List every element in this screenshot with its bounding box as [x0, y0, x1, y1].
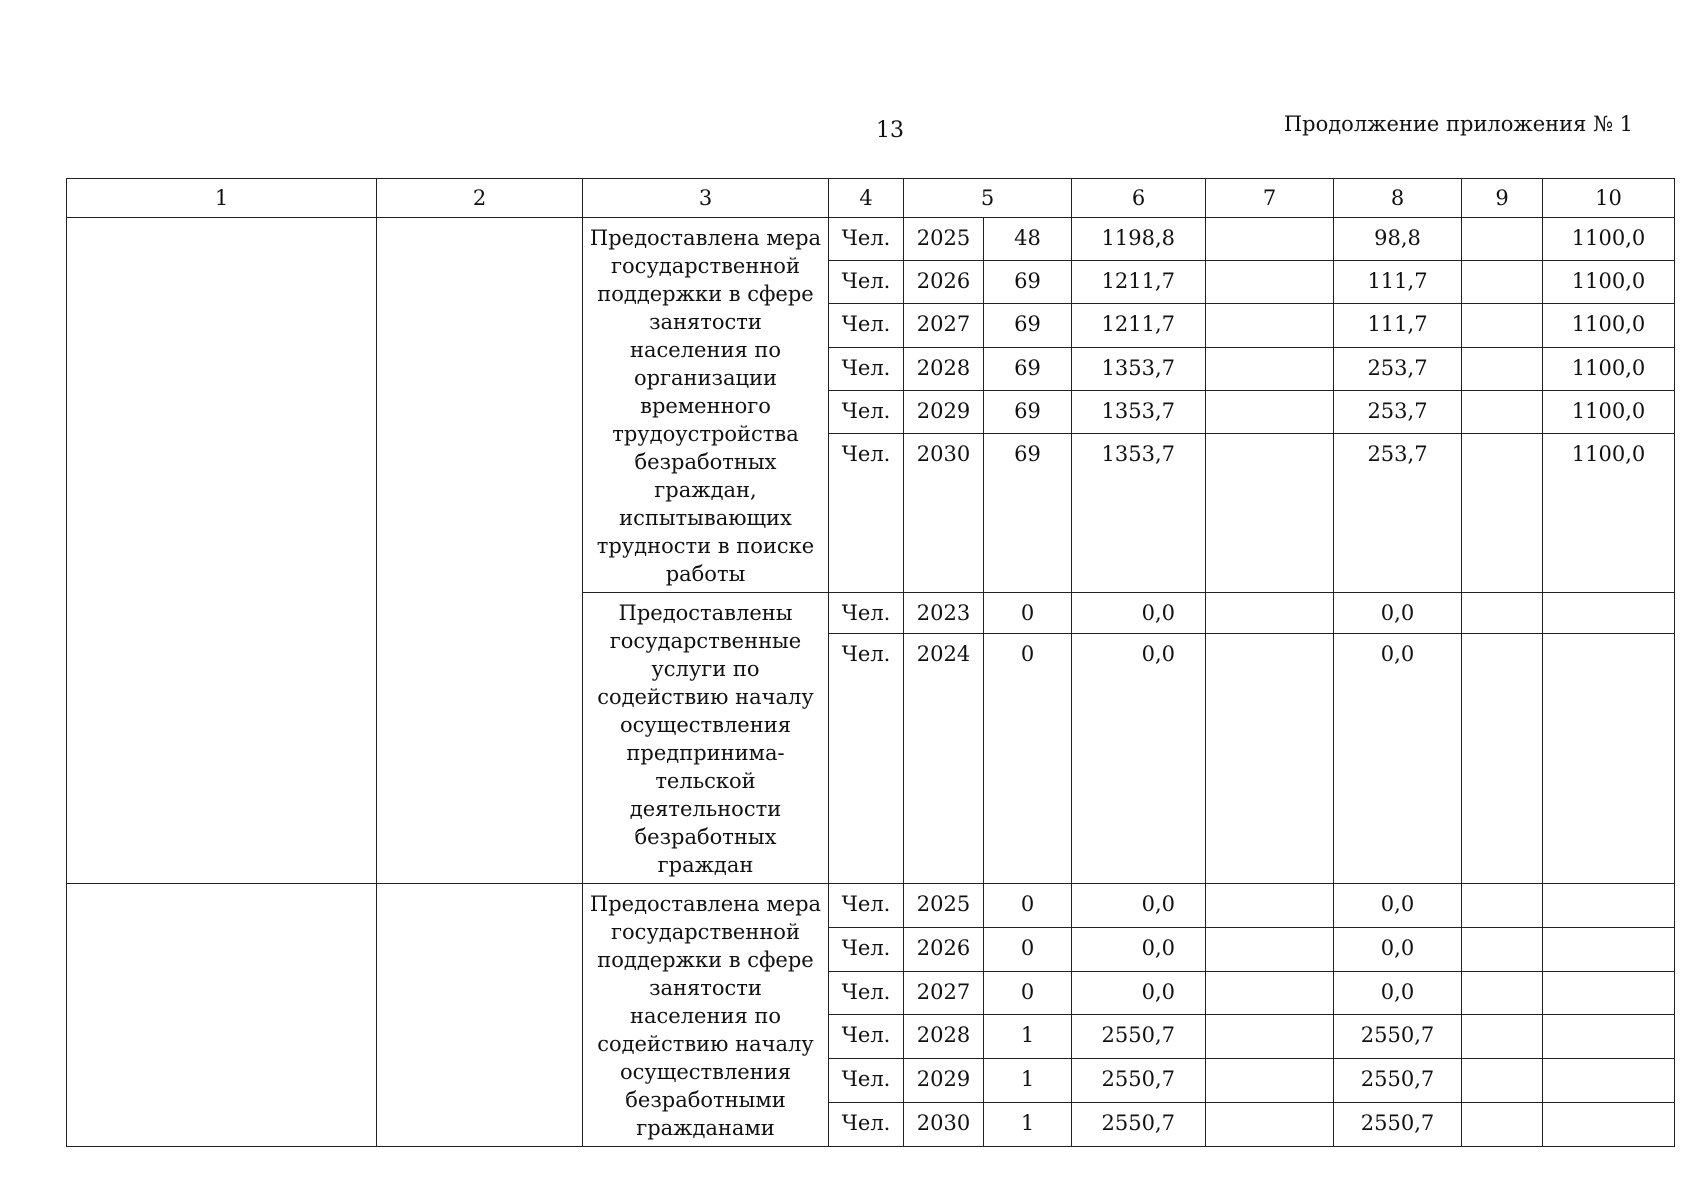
col9-value-cell — [1462, 1015, 1543, 1059]
col8-value-cell: 2550,7 — [1334, 1015, 1462, 1059]
col-header-8: 8 — [1334, 179, 1462, 218]
col9-value-cell — [1462, 634, 1543, 884]
col6-value-cell: 0,0 — [1072, 634, 1206, 884]
quantity-cell: 0 — [984, 593, 1072, 634]
year-cell: 2029 — [904, 1059, 984, 1103]
appendix-note: Продолжение приложения № 1 — [1283, 112, 1633, 136]
unit-cell: Чел. — [829, 1103, 904, 1147]
quantity-cell: 48 — [984, 218, 1072, 261]
empty-col1-cell — [67, 218, 377, 884]
col7-value-cell — [1206, 1103, 1334, 1147]
col7-value-cell — [1206, 593, 1334, 634]
year-cell: 2028 — [904, 347, 984, 390]
col7-value-cell — [1206, 261, 1334, 304]
year-cell: 2027 — [904, 304, 984, 347]
col-header-10: 10 — [1543, 179, 1675, 218]
col10-value-cell: 1100,0 — [1543, 347, 1675, 390]
col6-value-cell: 1353,7 — [1072, 390, 1206, 433]
empty-col2-cell — [377, 218, 583, 884]
col10-value-cell — [1543, 971, 1675, 1015]
unit-cell: Чел. — [829, 634, 904, 884]
col7-value-cell — [1206, 347, 1334, 390]
col6-value-cell: 2550,7 — [1072, 1015, 1206, 1059]
col7-value-cell — [1206, 884, 1334, 928]
quantity-cell: 1 — [984, 1103, 1072, 1147]
quantity-cell: 69 — [984, 261, 1072, 304]
measure-description: Предоставлены государственные услуги по содействию началу осуществления предпринима-тельской деятельности безработных граждан — [583, 593, 829, 884]
col9-value-cell — [1462, 347, 1543, 390]
col6-value-cell: 0,0 — [1072, 971, 1206, 1015]
unit-cell: Чел. — [829, 593, 904, 634]
col10-value-cell — [1543, 1015, 1675, 1059]
col8-value-cell: 111,7 — [1334, 261, 1462, 304]
col8-value-cell: 253,7 — [1334, 347, 1462, 390]
unit-cell: Чел. — [829, 390, 904, 433]
col8-value-cell: 2550,7 — [1334, 1103, 1462, 1147]
year-cell: 2030 — [904, 433, 984, 592]
col-header-3: 3 — [583, 179, 829, 218]
col8-value-cell: 0,0 — [1334, 593, 1462, 634]
quantity-cell: 0 — [984, 927, 1072, 971]
year-cell: 2026 — [904, 261, 984, 304]
col-header-9: 9 — [1462, 179, 1543, 218]
year-cell: 2025 — [904, 218, 984, 261]
col7-value-cell — [1206, 218, 1334, 261]
table-row — [67, 884, 1675, 928]
quantity-cell: 0 — [984, 971, 1072, 1015]
col7-value-cell — [1206, 390, 1334, 433]
col-header-1: 1 — [67, 179, 377, 218]
unit-cell: Чел. — [829, 347, 904, 390]
col6-value-cell: 1353,7 — [1072, 347, 1206, 390]
unit-cell: Чел. — [829, 261, 904, 304]
col7-value-cell — [1206, 1059, 1334, 1103]
col8-value-cell: 0,0 — [1334, 634, 1462, 884]
unit-cell: Чел. — [829, 433, 904, 592]
col8-value-cell: 0,0 — [1334, 927, 1462, 971]
col8-value-cell: 0,0 — [1334, 971, 1462, 1015]
col10-value-cell — [1543, 593, 1675, 634]
col10-value-cell: 1100,0 — [1543, 433, 1675, 592]
col8-value-cell: 111,7 — [1334, 304, 1462, 347]
quantity-cell: 1 — [984, 1059, 1072, 1103]
col-header-5: 5 — [904, 179, 1072, 218]
year-cell: 2025 — [904, 884, 984, 928]
col6-value-cell: 2550,7 — [1072, 1103, 1206, 1147]
col8-value-cell: 0,0 — [1334, 884, 1462, 928]
col9-value-cell — [1462, 971, 1543, 1015]
quantity-cell: 69 — [984, 433, 1072, 592]
quantity-cell: 0 — [984, 634, 1072, 884]
col8-value-cell: 98,8 — [1334, 218, 1462, 261]
col9-value-cell — [1462, 1059, 1543, 1103]
col9-value-cell — [1462, 304, 1543, 347]
col9-value-cell — [1462, 390, 1543, 433]
col6-value-cell: 0,0 — [1072, 593, 1206, 634]
col10-value-cell — [1543, 1103, 1675, 1147]
unit-cell: Чел. — [829, 971, 904, 1015]
col9-value-cell — [1462, 261, 1543, 304]
col9-value-cell — [1462, 927, 1543, 971]
quantity-cell: 1 — [984, 1015, 1072, 1059]
quantity-cell: 0 — [984, 884, 1072, 928]
col10-value-cell: 1100,0 — [1543, 390, 1675, 433]
page-number: 13 — [876, 118, 904, 143]
col8-value-cell: 2550,7 — [1334, 1059, 1462, 1103]
unit-cell: Чел. — [829, 884, 904, 928]
year-cell: 2030 — [904, 1103, 984, 1147]
col6-value-cell: 2550,7 — [1072, 1059, 1206, 1103]
col6-value-cell: 1211,7 — [1072, 261, 1206, 304]
col10-value-cell: 1100,0 — [1543, 261, 1675, 304]
unit-cell: Чел. — [829, 304, 904, 347]
col9-value-cell — [1462, 593, 1543, 634]
year-cell: 2029 — [904, 390, 984, 433]
quantity-cell: 69 — [984, 347, 1072, 390]
header-row — [67, 179, 1675, 218]
col10-value-cell — [1543, 927, 1675, 971]
year-cell: 2027 — [904, 971, 984, 1015]
unit-cell: Чел. — [829, 927, 904, 971]
col7-value-cell — [1206, 971, 1334, 1015]
measure-description: Предоставлена мера государственной поддержки в сфере занятости населения по содействию началу осуществления безработными гражданами — [583, 884, 829, 1147]
col6-value-cell: 1198,8 — [1072, 218, 1206, 261]
unit-cell: Чел. — [829, 218, 904, 261]
appendix-table — [66, 178, 1675, 1147]
measure-description: Предоставлена мера государственной поддержки в сфере занятости населения по организации временного трудоустройства безработных граждан, испытывающих трудности в поиске работы — [583, 218, 829, 593]
empty-col2-cell — [377, 884, 583, 1147]
col-header-4: 4 — [829, 179, 904, 218]
col6-value-cell: 0,0 — [1072, 927, 1206, 971]
year-cell: 2028 — [904, 1015, 984, 1059]
col10-value-cell: 1100,0 — [1543, 218, 1675, 261]
col10-value-cell — [1543, 1059, 1675, 1103]
col8-value-cell: 253,7 — [1334, 390, 1462, 433]
year-cell: 2023 — [904, 593, 984, 634]
col9-value-cell — [1462, 1103, 1543, 1147]
col10-value-cell: 1100,0 — [1543, 304, 1675, 347]
col9-value-cell — [1462, 433, 1543, 592]
col6-value-cell: 1211,7 — [1072, 304, 1206, 347]
col7-value-cell — [1206, 304, 1334, 347]
col7-value-cell — [1206, 634, 1334, 884]
col6-value-cell: 1353,7 — [1072, 433, 1206, 592]
col10-value-cell — [1543, 634, 1675, 884]
quantity-cell: 69 — [984, 390, 1072, 433]
col7-value-cell — [1206, 1015, 1334, 1059]
empty-col1-cell — [67, 884, 377, 1147]
col-header-2: 2 — [377, 179, 583, 218]
table-row — [67, 218, 1675, 261]
unit-cell: Чел. — [829, 1015, 904, 1059]
col6-value-cell: 0,0 — [1072, 884, 1206, 928]
year-cell: 2024 — [904, 634, 984, 884]
quantity-cell: 69 — [984, 304, 1072, 347]
col8-value-cell: 253,7 — [1334, 433, 1462, 592]
col7-value-cell — [1206, 927, 1334, 971]
col7-value-cell — [1206, 433, 1334, 592]
col-header-7: 7 — [1206, 179, 1334, 218]
col10-value-cell — [1543, 884, 1675, 928]
col9-value-cell — [1462, 884, 1543, 928]
col-header-6: 6 — [1072, 179, 1206, 218]
col9-value-cell — [1462, 218, 1543, 261]
year-cell: 2026 — [904, 927, 984, 971]
unit-cell: Чел. — [829, 1059, 904, 1103]
